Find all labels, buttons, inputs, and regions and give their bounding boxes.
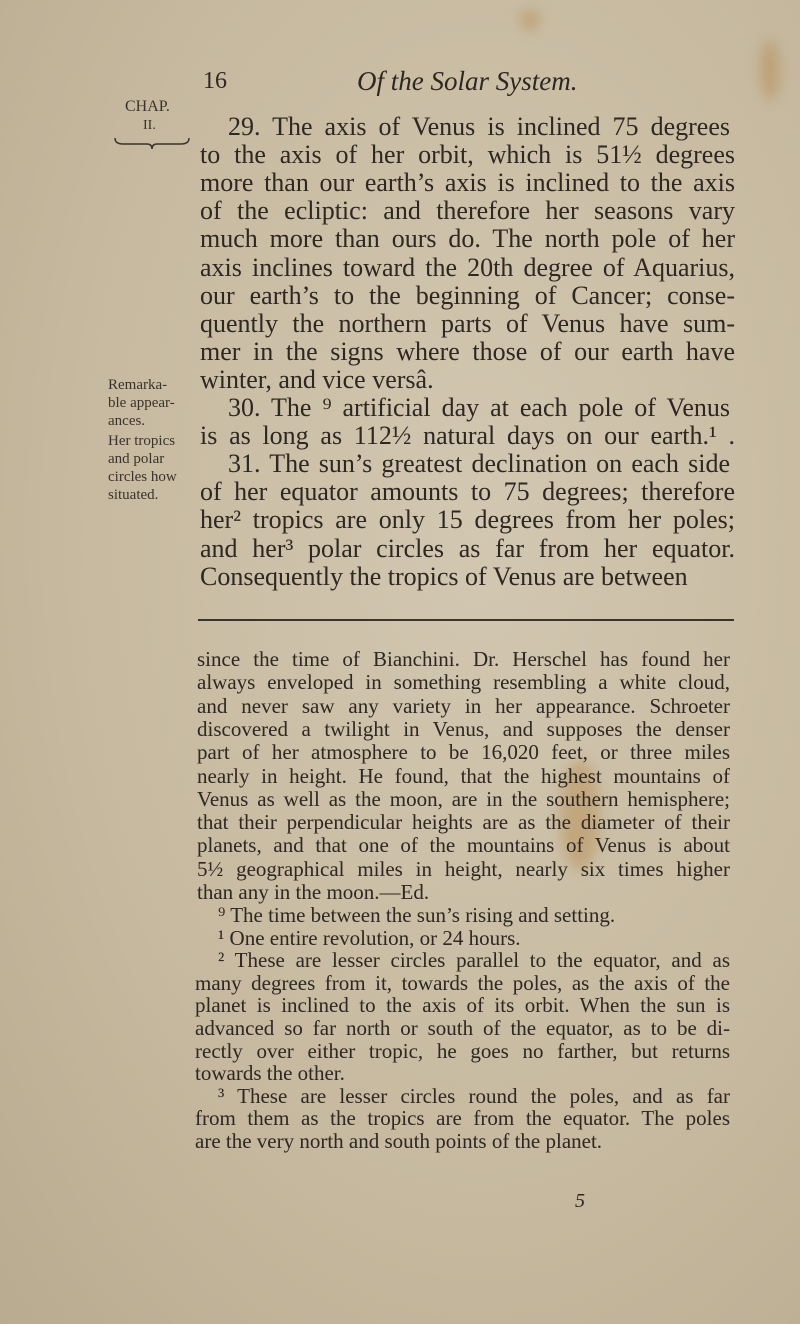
text-line: than any in the moon.—Ed.	[197, 880, 430, 904]
margin-note-line: Her tropics	[108, 433, 176, 449]
text-line: rectly over either tropic, he goes no farther, but returns	[195, 1038, 730, 1063]
text-line: ¹ One entire revolution, or 24 hours.	[218, 925, 521, 950]
margin-note-line: situated.	[108, 487, 159, 503]
text-line: 30. The ⁹ artificial day at each pole of Venus	[228, 393, 730, 422]
text-line: winter, and vice versâ.	[200, 364, 434, 394]
text-line: of her equator amounts to 75 degrees; therefore	[200, 477, 735, 507]
text-line: is as long as 112½ natural days on our earth.¹ .	[200, 421, 735, 451]
divider-rule	[198, 619, 734, 621]
text-line: and her³ polar circles as far from her equator.	[200, 533, 735, 563]
text-line: from them as the tropics are from the equator. The poles	[195, 1106, 730, 1131]
text-line: are the very north and south points of the planet.	[195, 1129, 603, 1153]
text-line: much more than ours do. The north pole of her	[200, 224, 735, 254]
text-line: towards the other.	[195, 1061, 345, 1086]
text-line: 29. The axis of Venus is inclined 75 degrees	[228, 112, 730, 141]
text-line: her² tropics are only 15 degrees from her poles;	[200, 505, 735, 535]
running-title: Of the Solar System.	[357, 66, 578, 96]
margin-note-line: Remarka-	[108, 377, 168, 393]
text-line: ² These are lesser circles parallel to the equator, and as	[218, 948, 730, 973]
text-line: of the ecliptic: and therefore her seasons vary	[200, 196, 735, 226]
text-line: part of her atmosphere to be 16,020 feet, or three miles	[197, 740, 730, 765]
text-line: more than our earth’s axis is inclined to the axis	[200, 168, 735, 198]
text-line: Venus as well as the moon, are in the southern hemisphere;	[197, 786, 730, 811]
text-line: planet is inclined to the axis of its orbit. When the sun is	[195, 993, 730, 1018]
text-line: Consequently the tropics of Venus are between	[200, 561, 688, 591]
text-line: 31. The sun’s greatest declination on each side	[228, 449, 730, 479]
text-line: mer in the signs where those of our earth have	[200, 336, 735, 366]
text-line: ⁹ The time between the sun’s rising and setting.	[218, 903, 616, 927]
margin-note-line: and polar	[108, 451, 165, 467]
text-line: nearly in height. He found, that the highest mountains of	[197, 763, 730, 788]
text-line: and never saw any variety in her appearance. Schroeter	[197, 693, 730, 718]
margin-note-line: ances.	[108, 413, 146, 429]
text-line: since the time of Bianchini. Dr. Herschel has found her	[197, 647, 730, 671]
margin-note-line: ble appear-	[108, 395, 175, 411]
brace-icon	[113, 136, 191, 150]
margin-note-line: II.	[143, 118, 156, 133]
text-line: ³ These are lesser circles round the poles, and as far	[218, 1083, 730, 1108]
text-line: that their perpendicular heights are as the diameter of their	[197, 810, 730, 835]
text-line: quently the northern parts of Venus have sum-	[200, 308, 735, 338]
margin-note-line: circles how	[108, 469, 177, 485]
text-line: always enveloped in something resembling a white cloud,	[197, 670, 730, 695]
page-number: 16	[203, 68, 227, 94]
text-line: 5½ geographical miles in height, nearly six times higher	[197, 856, 730, 881]
text-line: our earth’s to the beginning of Cancer; conse-	[200, 280, 735, 310]
margin-note-line: CHAP.	[125, 98, 170, 115]
text-line: planets, and that one of the mountains of Venus is about	[197, 833, 730, 858]
text-line: many degrees from it, towards the poles, as the axis of the	[195, 970, 730, 995]
text-line: advanced so far north or south of the equator, as to be di-	[195, 1016, 730, 1040]
signature-mark: 5	[575, 1190, 585, 1212]
text-line: to the axis of her orbit, which is 51½ degrees	[200, 140, 735, 170]
text-line: discovered a twilight in Venus, and supposes the denser	[197, 716, 730, 741]
text-line: axis inclines toward the 20th degree of Aquarius,	[200, 252, 735, 282]
